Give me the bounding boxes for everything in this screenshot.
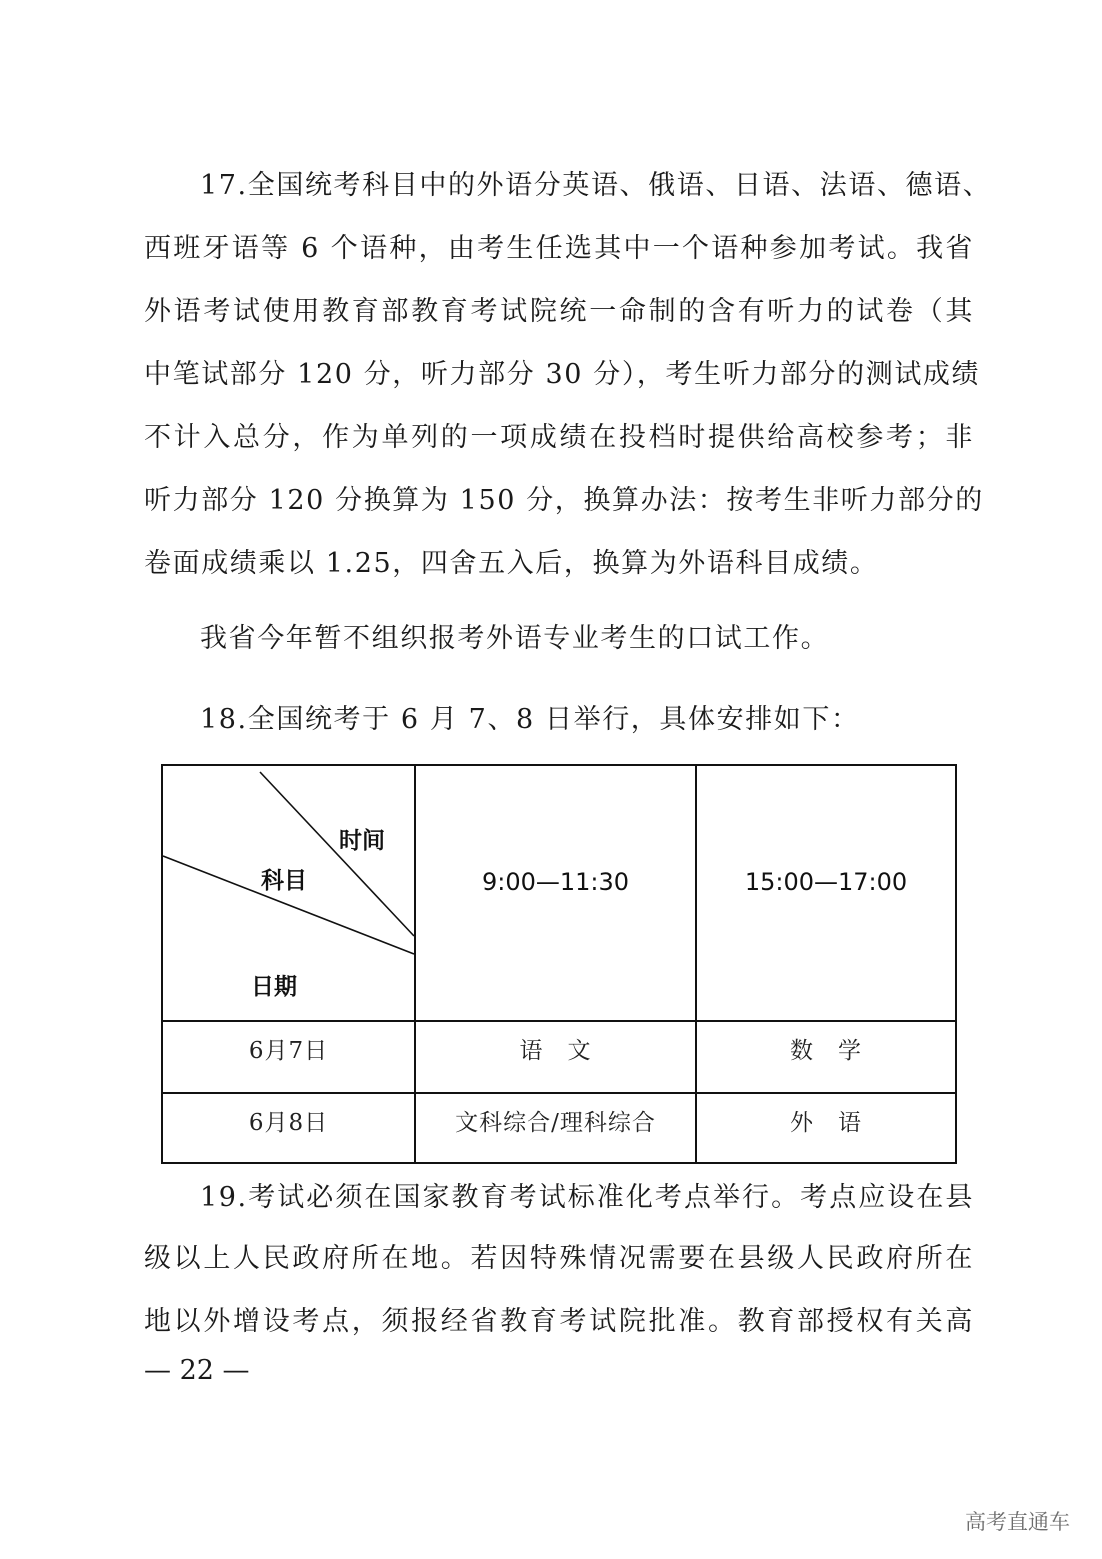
section-17-line-6: 听力部分 120 分换算为 150 分，换算办法：按考生非听力部分的: [144, 485, 984, 516]
section-18-intro: 18.全国统考于 6 月 7、8 日举行，具体安排如下：: [200, 704, 860, 735]
column-divider-2: [695, 766, 697, 1162]
section-19-line-2: 级以上人民政府所在地。若因特殊情况需要在县级人民政府所在: [144, 1243, 974, 1274]
section-19-line-3: 地以外增设考点，须报经省教育考试院批准。教育部授权有关高: [144, 1306, 974, 1337]
section-17-line-4: 中笔试部分 120 分，听力部分 30 分），考生听力部分的测试成绩: [144, 359, 981, 390]
time-slot-afternoon: 15:00—17:00: [744, 868, 908, 896]
corner-subject-label: 科目: [261, 868, 307, 894]
section-19-line-1: 19.考试必须在国家教育考试标准化考点举行。考点应设在县: [200, 1182, 974, 1213]
row-1-afternoon-subject: 数 学: [790, 1038, 862, 1064]
page-number: — 22 —: [144, 1355, 250, 1386]
section-17-line-2: 西班牙语等 6 个语种，由考生任选其中一个语种参加考试。我省: [144, 233, 974, 264]
row-1-date: 6月7日: [248, 1038, 329, 1064]
section-17-line-1: 17.全国统考科目中的外语分英语、俄语、日语、法语、德语、: [200, 170, 992, 201]
corner-time-label: 时间: [339, 828, 385, 854]
oral-exam-note: 我省今年暂不组织报考外语专业考生的口试工作。: [200, 623, 830, 654]
row-2-date: 6月8日: [248, 1110, 329, 1136]
row-2-afternoon-subject: 外 语: [790, 1110, 862, 1136]
watermark: 高考直通车: [965, 1510, 1070, 1534]
exam-schedule-table: [161, 764, 957, 1164]
section-17-line-5: 不计入总分，作为单列的一项成绩在投档时提供给高校参考；非: [144, 422, 974, 453]
row-divider-2: [163, 1092, 955, 1094]
row-divider-1: [163, 1020, 955, 1022]
corner-date-label: 日期: [251, 974, 297, 1000]
time-slot-morning: 9:00—11:30: [481, 868, 630, 896]
row-2-morning-subject: 文科综合/理科综合: [455, 1110, 656, 1136]
row-1-morning-subject: 语 文: [519, 1038, 592, 1064]
section-17-line-7: 卷面成绩乘以 1.25，四舍五入后，换算为外语科目成绩。: [144, 548, 879, 579]
section-17-line-3: 外语考试使用教育部教育考试院统一命制的含有听力的试卷（其: [144, 296, 974, 327]
